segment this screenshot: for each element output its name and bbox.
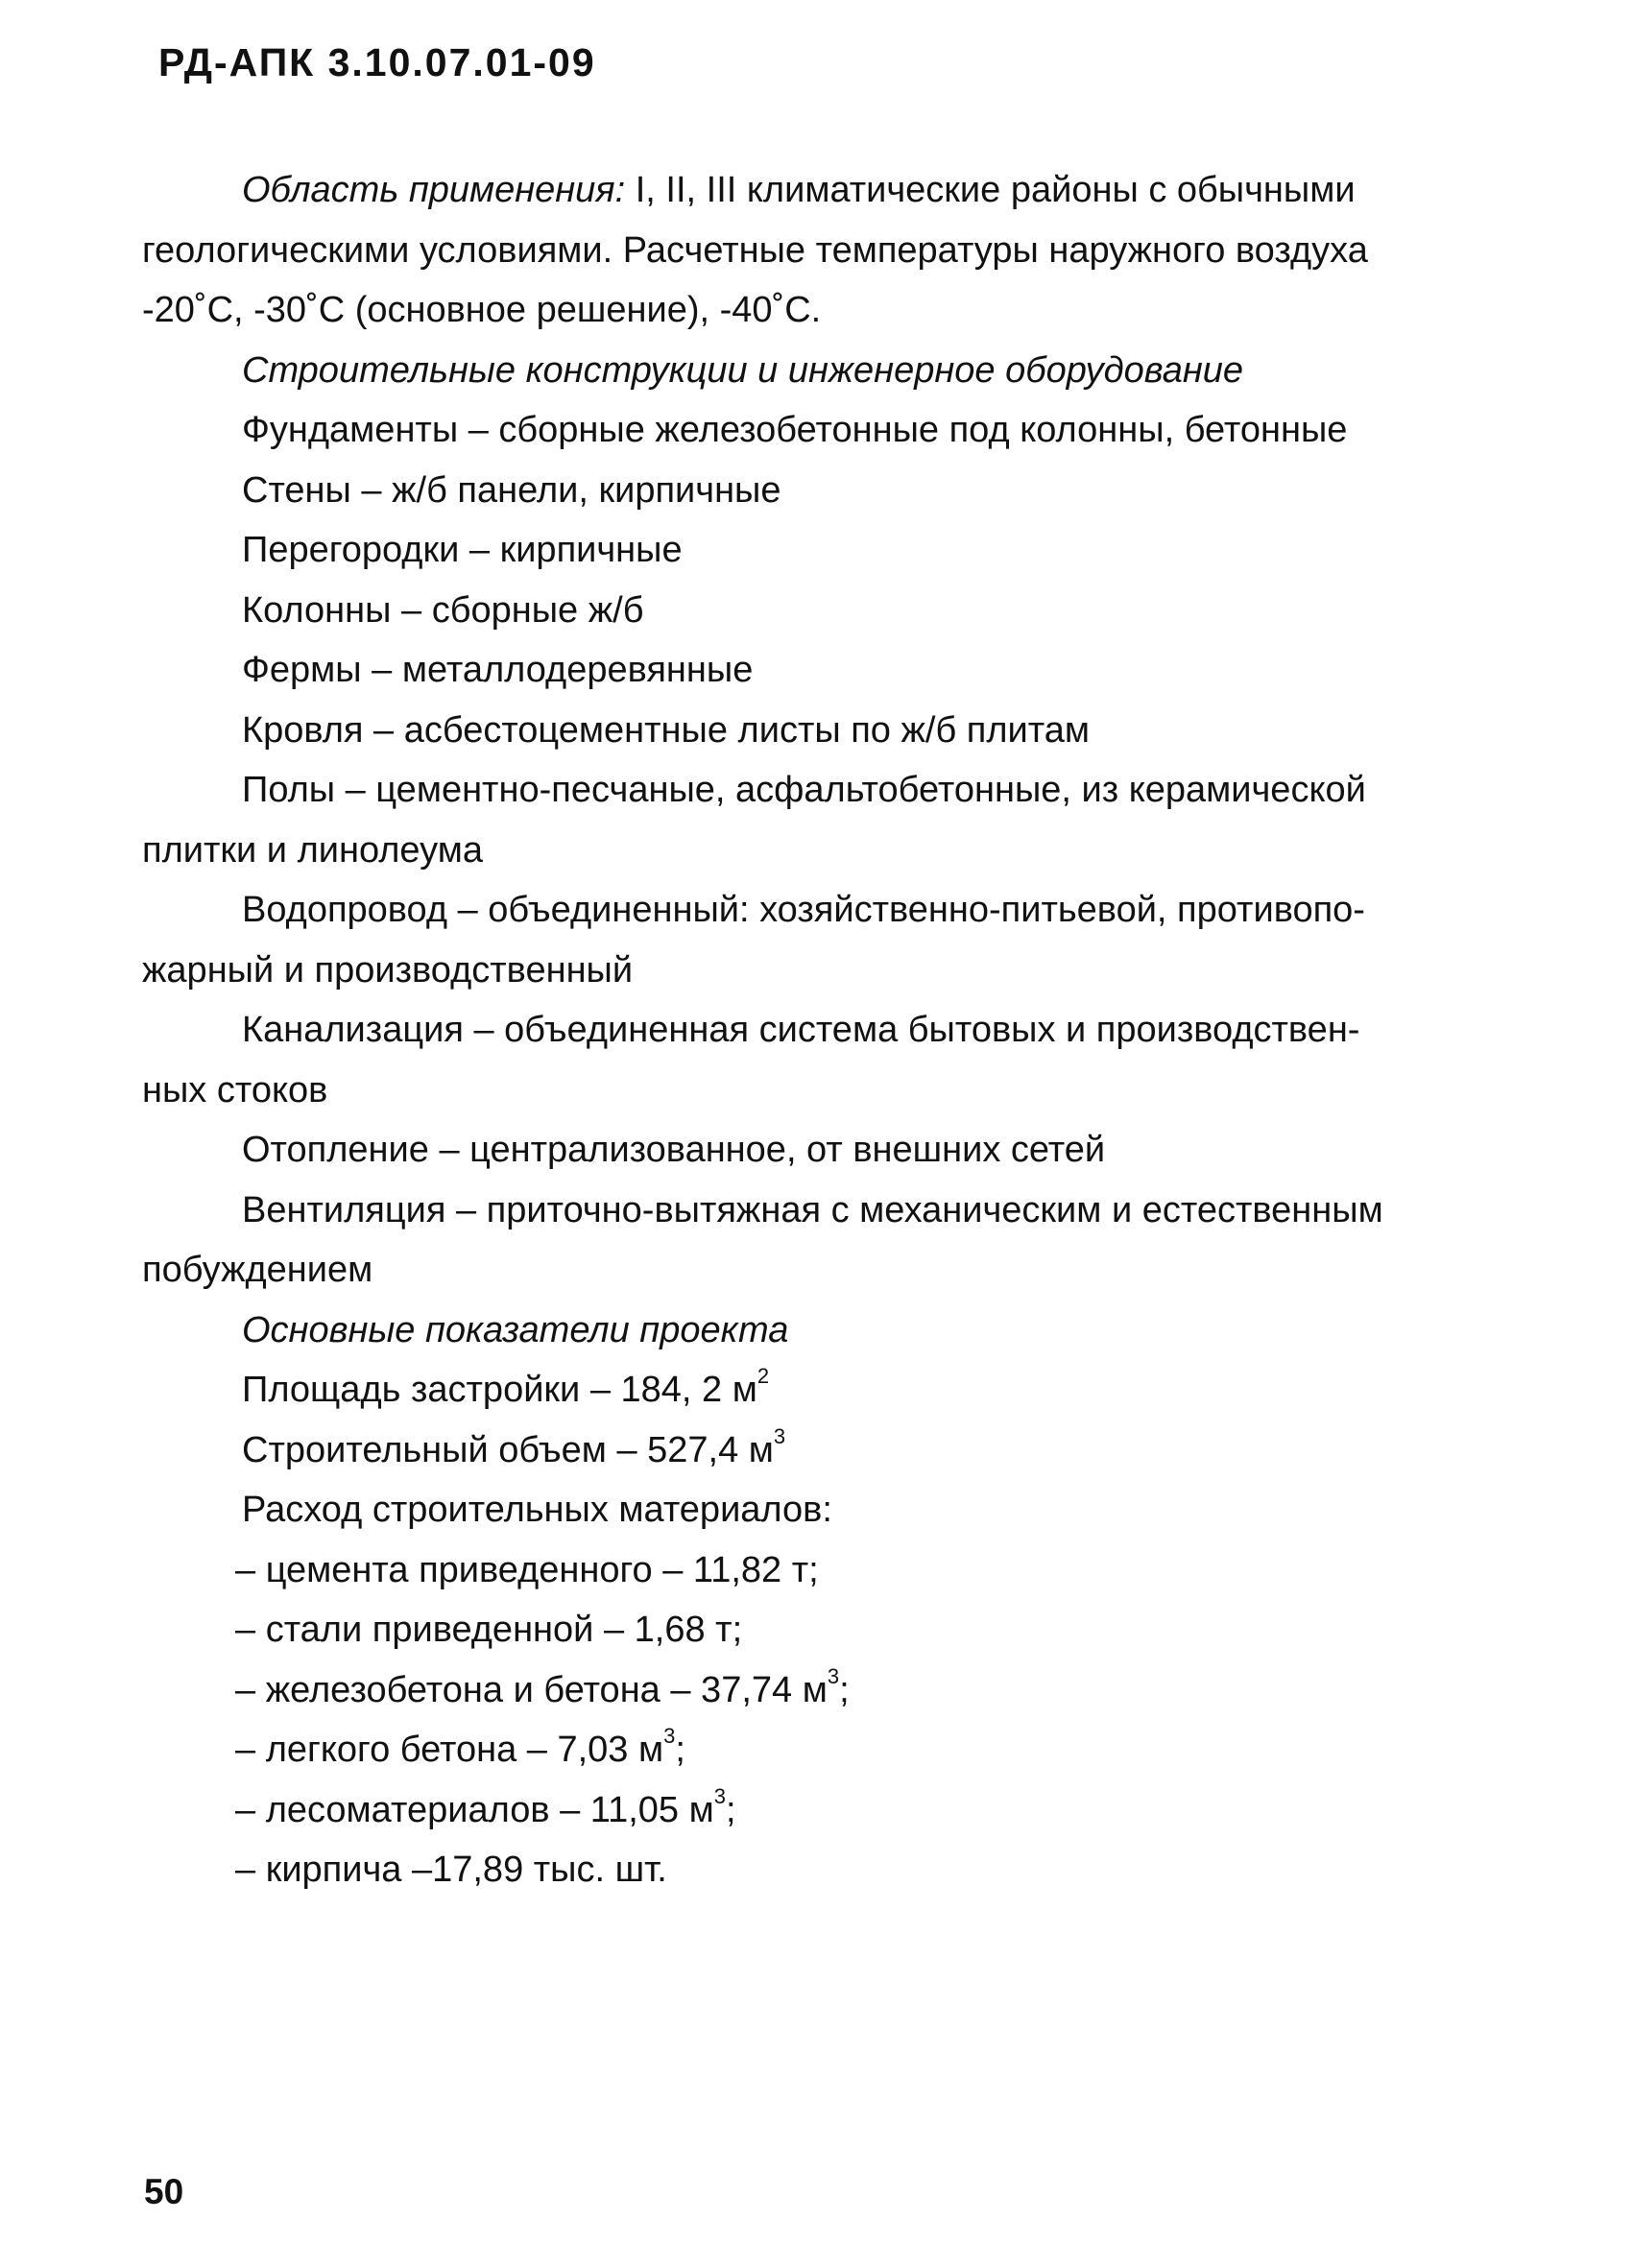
material-light-concrete — [142, 1720, 1486, 1780]
material-light-concrete-text: – легкого бетона – 7,03 м — [235, 1730, 664, 1770]
scope-label: Область применения: — [242, 170, 626, 210]
document-code-header: РД-АПК 3.10.07.01-09 — [158, 40, 596, 84]
ventilation-line-2: побуждением — [142, 1250, 373, 1290]
materials-label: Расход строительных материалов: — [242, 1490, 832, 1530]
scope-paragraph-line-1 — [142, 160, 1486, 221]
sewerage-line-1: Канализация – объединенная система бытовых и производствен- — [242, 1010, 1360, 1050]
water-supply-line-2: жарный и производственный — [142, 949, 634, 991]
floors-line-1: Полы – цементно-песчаные, асфальтобетонные, из керамической — [242, 770, 1366, 810]
material-timber-superscript: 3 — [713, 1783, 726, 1808]
building-area-line — [142, 1360, 1486, 1420]
structure-item-columns: Колонны – сборные ж/б — [242, 589, 644, 631]
structure-item-roof: Кровля – асбестоцементные листы по ж/б плитам — [242, 709, 1090, 751]
indicators-heading: Основные показатели проекта — [242, 1309, 789, 1350]
water-supply-line-1: Водопровод – объединенный: хозяйственно-питьевой, противопо- — [242, 890, 1365, 930]
structure-item-trusses: Фермы – металлодеревянные — [242, 650, 754, 690]
material-timber — [142, 1780, 1486, 1841]
scope-text: I, II, III климатические районы с обычными — [625, 170, 1356, 210]
structure-item-partitions: Перегородки – кирпичные — [242, 530, 683, 570]
heating-line: Отопление – централизованное, от внешних сетей — [242, 1130, 1106, 1170]
material-reinforced-concrete-superscript: 3 — [827, 1663, 840, 1688]
page-number: 50 — [144, 2172, 184, 2211]
material-brick: – кирпича –17,89 тыс. шт. — [235, 1850, 667, 1890]
building-area-superscript: 2 — [756, 1364, 770, 1389]
sewerage-line-2: ных стоков — [142, 1069, 328, 1110]
material-light-concrete-superscript: 3 — [663, 1724, 676, 1749]
material-reinforced-concrete-text: – железобетона и бетона – 37,74 м — [235, 1669, 828, 1710]
material-steel: – стали приведенной – 1,68 т; — [235, 1610, 743, 1650]
material-light-concrete-end: ; — [675, 1730, 685, 1770]
building-volume-superscript: 3 — [773, 1423, 786, 1448]
scope-paragraph-line-3: -20˚С, -30˚С (основное решение), -40˚С. — [142, 290, 822, 330]
building-area-text: Площадь застройки – 184, 2 м — [242, 1370, 757, 1410]
page-body — [142, 160, 1486, 1900]
structures-heading: Строительные конструкции и инженерное оборудование — [242, 349, 1244, 391]
material-reinforced-concrete — [142, 1660, 1486, 1721]
structure-item-foundations: Фундаменты – сборные железобетонные под колонны, бетонные — [242, 410, 1348, 450]
scope-paragraph-line-2: геологическими условиями. Расчетные температуры наружного воздуха — [142, 229, 1368, 271]
material-timber-text: – лесоматериалов – 11,05 м — [235, 1789, 714, 1830]
material-timber-end: ; — [725, 1789, 736, 1830]
material-reinforced-concrete-end: ; — [839, 1669, 850, 1710]
building-volume-line — [142, 1420, 1486, 1481]
floors-line-2: плитки и линолеума — [142, 829, 483, 871]
material-cement: – цемента приведенного – 11,82 т; — [235, 1549, 819, 1590]
building-volume-text: Строительный объем – 527,4 м — [242, 1429, 774, 1470]
ventilation-line-1: Вентиляция – приточно-вытяжная с механическим и естественным — [242, 1189, 1383, 1230]
structure-item-walls: Стены – ж/б панели, кирпичные — [242, 469, 781, 511]
